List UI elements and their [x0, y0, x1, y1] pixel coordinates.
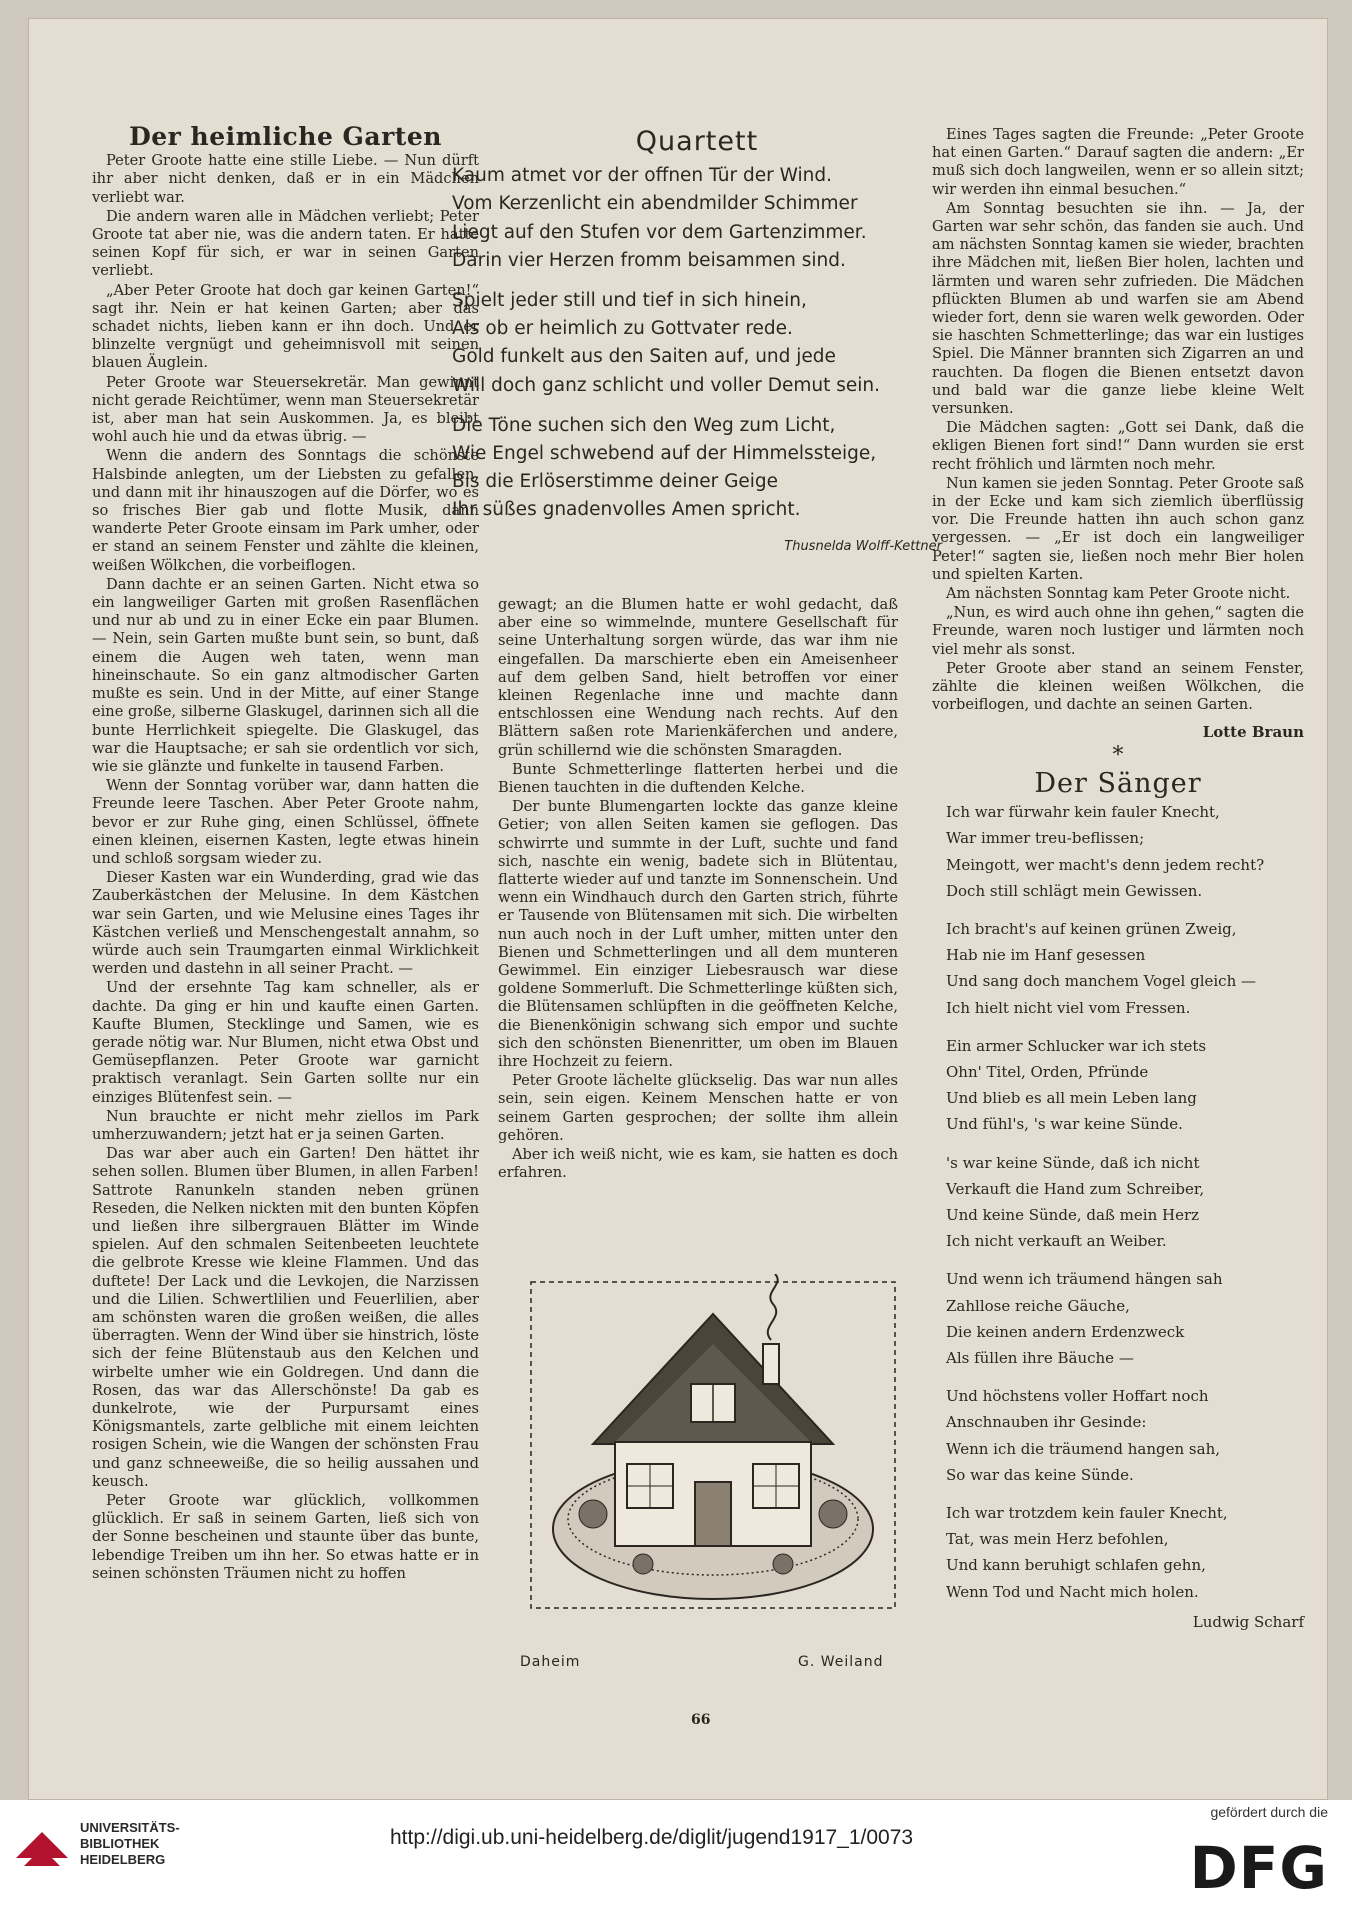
saenger-stanzas [932, 799, 1304, 1605]
paragraph: Aber ich weiß nicht, wie es kam, sie hatten es doch erfahren. [498, 1146, 898, 1182]
verse-line: Ich hielt nicht viel vom Fressen. [946, 998, 1191, 1017]
stanza [946, 1266, 1304, 1371]
verse-line: Die keinen andern Erdenzweck [946, 1322, 1185, 1341]
caption-right: G. Weiland [798, 1654, 884, 1670]
verse-line: Als füllen ihre Bäuche — [946, 1348, 1134, 1367]
university-library-logo-icon [16, 1818, 68, 1870]
house-door [695, 1482, 731, 1546]
paragraph: „Nun, es wird auch ohne ihn gehen,“ sagten die Freunde, waren noch lustiger und lärmten noch viel mehr als sonst. [932, 604, 1304, 658]
paragraph: Bunte Schmetterlinge flatterten herbei und die Bienen tauchten in die duftenden Kelche. [498, 760, 898, 797]
verse-line: Und keine Sünde, daß mein Herz [946, 1205, 1200, 1224]
quartett-stanzas [452, 162, 942, 524]
page-number: 66 [691, 1712, 711, 1728]
paragraph: Dieser Kasten war ein Wunderding, grad wie das Zauberkästchen der Melusine. In dem Kästchen war sein Garten, und wie Melusine eines Tages ihr Kästchen verließ und Menschengestalt annahm, so würde auch sein Traumgarten einmal Wirklichkeit werden und dastehn in all seiner Pracht. — [92, 869, 479, 978]
paragraph: Die Mädchen sagten: „Gott sei Dank, daß die ekligen Bienen fort sind!“ Dann wurden sie erst recht fröhlich und lärmten noch mehr. [932, 419, 1304, 473]
verse-line: Und höchstens voller Hoffart noch [946, 1387, 1209, 1406]
paragraph: Peter Groote hatte eine stille Liebe. — Nun dürft ihr aber nicht denken, daß er in ein Mädchen verliebt war. [92, 152, 479, 206]
verse-line: Tat, was mein Herz befohlen, [946, 1530, 1169, 1549]
verse-line: Ich war trotzdem kein fauler Knecht, [946, 1503, 1228, 1522]
verse-line: Ich war fürwahr kein fauler Knecht, [946, 803, 1220, 822]
saenger-author: Ludwig Scharf [1192, 1612, 1304, 1631]
stanza [452, 412, 942, 525]
verse-line: Anschnauben ihr Gesinde: [946, 1413, 1147, 1432]
footer-bar [0, 1800, 1352, 1922]
verse-line: Bis die Erlöserstimme deiner Geige [452, 471, 779, 493]
magazine-page [28, 18, 1328, 1800]
verse-line: Meingott, wer macht's denn jedem recht? [946, 855, 1265, 874]
verse-line: Und blieb es all mein Leben lang [946, 1089, 1197, 1108]
stanza [946, 1150, 1304, 1255]
verse-line: So war das keine Sünde. [946, 1465, 1134, 1484]
verse-line: Ohn' Titel, Orden, Pfründe [946, 1062, 1149, 1081]
stanza [946, 799, 1304, 904]
paragraph: Die andern waren alle in Mädchen verliebt; Peter Groote tat aber nie, was die andern taten. Er hatte seinen Kopf für sich, er war in seinen Garten verliebt. [92, 207, 479, 280]
verse-line: Spielt jeder still und tief in sich hinein, [452, 290, 807, 312]
stanza [452, 287, 942, 400]
stanza [946, 916, 1304, 1021]
verse-line: Verkauft die Hand zum Schreiber, [946, 1179, 1205, 1198]
verse-line: Und wenn ich träumend hängen sah [946, 1270, 1223, 1289]
verse-line: Zahllose reiche Gäuche, [946, 1296, 1130, 1315]
verse-line: War immer treu-beflissen; [946, 829, 1145, 848]
paragraph: Peter Groote war glücklich, vollkommen glücklich. Er saß in seinem Garten, ließ sich von der Sonne bescheinen und staunte über das bunte, lebendige Treiben um ihn her. So etwas hatte er in seinen schönsten Träumen nicht zu hoffen [92, 1492, 479, 1582]
verse-line: Ich bracht's auf keinen grünen Zweig, [946, 919, 1237, 938]
quartett-author: Thusnelda Wolff-Kettner [784, 538, 942, 554]
stanza [946, 1033, 1304, 1138]
story-middle-column [498, 596, 898, 1184]
verse-line: Liegt auf den Stufen vor dem Gartenzimmer. [452, 221, 867, 243]
section-star: * [1112, 742, 1124, 768]
stanza [452, 162, 942, 275]
verse-line: Wenn ich die träumend hangen sah, [946, 1439, 1221, 1458]
paragraph: „Aber Peter Groote hat doch gar keinen Garten!“ sagt ihr. Nein er hat keinen Garten; aber das schadet nichts, lieben kann er ihn doch. Und er blinzelte vergnügt und geheimnisvoll mit seinen blauen Äuglein. [92, 281, 479, 372]
verse-line: Und kann beruhigt schlafen gehn, [946, 1556, 1206, 1575]
paragraph: Und der ersehnte Tag kam schneller, als er dachte. Da ging er hin und kaufte einen Garten. Kaufte Blumen, Stecklinge und Samen, wie es gerade nötig war. Nur Blumen, nicht etwa Obst und Gemüsepflanzen. Peter Groote war garnicht praktisch veranlagt. Sein Garten sollte nur ein einziges Blütenfest sein. — [92, 979, 479, 1106]
verse-line: Hab nie im Hanf gesessen [946, 946, 1146, 965]
story-title: Der heimliche Garten [129, 122, 442, 151]
paragraph: Dann dachte er an seinen Garten. Nicht etwa so ein langweiliger Garten mit großen Rasenflächen und nur ab und zu in einer Ecke ein paar Blumen. — Nein, sein Garten mußte bunt sein, so bunt, daß einem die Augen weh taten, wenn man hineinschaute. So ein ganz altmodischer Garten mußte es sein. Und in der Mitte, auf einer Stange eine große, silberne Glaskugel, darinnen sich all die bunte Herrlichkeit spiegelte. Die Glaskugel, das war die Hauptsache; er sah sie ordentlich vor sich, wie sie glänzte und funkelte in tausend Farben. [92, 575, 479, 775]
verse-line: Und fühl's, 's war keine Sünde. [946, 1115, 1183, 1134]
verse-line: Ihr süßes gnadenvolles Amen spricht. [452, 499, 801, 521]
paragraph: Nun kamen sie jeden Sonntag. Peter Groote saß in der Ecke und kam sich ziemlich überflüssig vor. Die Freunde hatten ihn auch schon ganz vergessen. — „Er ist doch ein langweiliger Peter!“ sagten sie, ließen noch mehr Bier holen und spielten Karten. [932, 474, 1304, 583]
verse-line: Und sang doch manchem Vogel gleich — [946, 972, 1256, 991]
paragraph: Peter Groote aber stand an seinem Fenster, zählte die kleinen weißen Wölkchen, die vorbeiflogen, und dachte an seinen Garten. [932, 659, 1304, 714]
chimney [763, 1344, 779, 1384]
verse-line: Die Töne suchen sich den Weg zum Licht, [452, 414, 836, 436]
quartett-title: Quartett [635, 126, 759, 157]
paragraph: Das war aber auch ein Garten! Den hättet ihr sehen sollen. Blumen über Blumen, in allen Farben! Sattrote Ranunkeln standen neben grünen Reseden, die Nelken nickten mit den bunten Köpfen und ließen ihre silbergrauen Blätter im Winde spielen. Auf den schmalen Seitenbeeten leuchtete die gelbrote Kresse wie kleine Flammen. Und das duftete! Der Lack und die Levkojen, die Narzissen und die Lilien. Schwertlilien und Feuerlilien, aber am schönsten waren die großen weißen, die alles überragten. Wenn der Wind über sie hinstrich, löste sich der feine Blütenstaub aus den Kelchen und wirbelte umher wie ein Goldregen. Und dann die Rosen, das war das Allerschönste! Da gab es dunkelrote, wie der Purpursamt eines Königsmantels, zarte gelbliche mit einem leichten rosigen Schein, wie die Wangen der schönsten Frau und ganz schneeweiße, die so heilig aussahen und keusch. [92, 1145, 479, 1490]
paragraph: Am nächsten Sonntag kam Peter Groote nicht. [946, 585, 1291, 603]
middle-paragraphs [498, 596, 898, 1183]
verse-line: Doch still schlägt mein Gewissen. [946, 881, 1203, 900]
story-signature: Lotte Braun [1202, 722, 1304, 741]
dfg-logo: DFG [1189, 1834, 1328, 1902]
story-paragraphs [92, 152, 479, 1583]
stanza [946, 1383, 1304, 1488]
quartett-poem [452, 128, 942, 561]
stanza [946, 1500, 1304, 1605]
paragraph: Peter Groote war Steuersekretär. Man gewinnt nicht gerade Reichtümer, wenn man Steuersekretär ist, aber man hat sein Auskommen. Ja, es bleibt wohl auch hie und da etwas übrig. — [92, 373, 479, 446]
right-paragraphs [932, 126, 1304, 715]
verse-line: Wie Engel schwebend auf der Himmelssteige, [452, 443, 877, 465]
paragraph: Nun brauchte er nicht mehr ziellos im Park umherzuwandern; jetzt hat er ja seinen Garten. [92, 1107, 479, 1143]
verse-line: Ich nicht verkauft an Weiber. [946, 1232, 1167, 1251]
verse-line: Ein armer Schlucker war ich stets [946, 1036, 1207, 1055]
verse-line: Wenn Tod und Nacht mich holen. [946, 1582, 1199, 1601]
saenger-title: Der Sänger [1034, 767, 1202, 799]
story-left-column [92, 122, 479, 1584]
verse-line: Kaum atmet vor der offnen Tür der Wind. [452, 165, 832, 187]
verse-line: Darin vier Herzen fromm beisammen sind. [452, 249, 846, 271]
paragraph: Der bunte Blumengarten lockte das ganze kleine Getier; von allen Seiten kamen sie geflogen. Das schwirrte und summte in der Luft, suchte und fand sich, naschte ein wenig, badete sich in Blütentau, flatterte wieder auf und tanzte im Sonnenschein. Und wenn ein Windhauch durch den Garten strich, führte er Tausende von Blütensamen mit sich. Die wirbelten nun auch noch in der Luft umher, mitten unter den Bienen und Schmetterlingen und all dem munteren Gewimmel. Ein einziger Liebesrausch war diese goldene Sommerluft. Die Schmetterlinge küßten sich, die Blütensamen schlüpften in die geöffneten Kelche, die Bienenkönigin schwang sich empor und suchte sich den schönsten Bienenritter, um oben im Blauen ihre Hochzeit zu feiern. [498, 798, 898, 1071]
verse-line: Als ob er heimlich zu Gottvater rede. [452, 318, 793, 340]
paragraph: gewagt; an die Blumen hatte er wohl gedacht, daß aber eine so wimmelnde, muntere Gesellschaft für seine Unterhaltung sorgen würde, das war ihm nie eingefallen. Da marschierte eben ein Ameisenheer auf dem gelben Sand, hielt betroffen vor einer kleinen Regenlache inne und machte dann entschlossen eine Wendung nach rechts. Auf den Blättern saßen rote Marienkäferchen und andere, grün schillernd wie die schönsten Smaragden. [498, 596, 898, 759]
paragraph: Wenn die andern des Sonntags die schönste Halsbinde anlegten, um der Liebsten zu gefallen, und dann mit ihr hinauszogen auf die Dörfer, wo es so frisches Bier gab und flotte Musik, dann wanderte Peter Groote einsam im Park umher, oder er stand an seinem Fenster und zählte die kleinen, weißen Wölkchen, die vorbeiflogen. [92, 447, 479, 574]
verse-line: Gold funkelt aus den Saiten auf, und jede [452, 346, 836, 368]
paragraph: Am Sonntag besuchten sie ihn. — Ja, der Garten war sehr schön, das fanden sie auch. Und am nächsten Sonntag kamen sie wieder, brachten ihre Mädchen mit, ließen Bier holen, lachten und lärmten und waren sehr zufrieden. Die Mädchen pflückten Blumen ab und warfen sie am Abend wieder fort, denn sie waren welk geworden. Oder sie haschten Schmetterlinge; das war ein lustiges Spiel. Die Männer brannten sich Zigarren an und rauchten. Da flogen die Bienen entsetzt davon und bald war die ganze liebe kleine Welt versunken. [932, 199, 1304, 418]
sponsor-label: gefördert durch die [1210, 1804, 1328, 1820]
verse-line: 's war keine Sünde, daß ich nicht [946, 1153, 1200, 1172]
house-illustration [523, 1274, 903, 1616]
caption-left: Daheim [520, 1654, 581, 1670]
paragraph: Peter Groote lächelte glückselig. Das war nun alles sein, sein eigen. Keinem Menschen hatte er von seinem Garten gesprochen; der sollte ihm allein gehören. [498, 1072, 898, 1144]
smoke [768, 1274, 778, 1340]
paragraph: Wenn der Sonntag vorüber war, dann hatten die Freunde leere Taschen. Aber Peter Groote nahm, bevor er zur Ruhe ging, einen Schlüssel, öffnete einen kleinen, eisernen Kasten, legte etwas hinein und schloß sorgsam wieder zu. [92, 777, 479, 867]
story-right-column [932, 126, 1304, 1631]
paragraph: Eines Tages sagten die Freunde: „Peter Groote hat einen Garten.“ Darauf sagten die andern: „Er muß sich doch langweilen, wenn er so allein sitzt; wir werden ihn einmal besuchen.“ [932, 126, 1304, 198]
source-url-link[interactable]: http://digi.ub.uni-heidelberg.de/diglit/jugend1917_1/0073 [390, 1826, 914, 1849]
library-name: UNIVERSITÄTS- BIBLIOTHEK HEIDELBERG [80, 1820, 180, 1867]
verse-line: Will doch ganz schlicht und voller Demut sein. [452, 374, 881, 396]
verse-line: Vom Kerzenlicht ein abendmilder Schimmer [452, 193, 858, 215]
